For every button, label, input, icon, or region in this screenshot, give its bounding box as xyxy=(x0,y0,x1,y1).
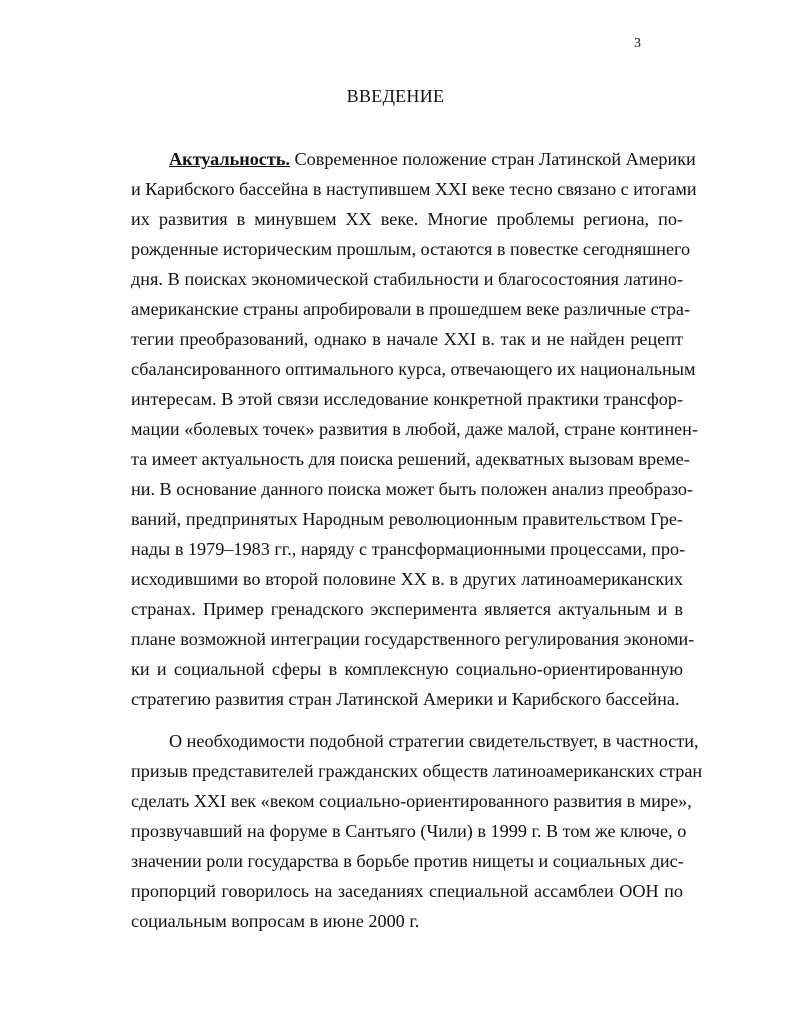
text-line: их развития в минувшем XX веке. Многие проблемы региона, по- xyxy=(131,209,683,229)
text-line: интересам. В этой связи исследование конкретной практики трансфор- xyxy=(131,389,683,409)
text-line: О необходимости подобной стратегии свидетельствует, в частности, xyxy=(169,731,699,751)
document-body xyxy=(131,144,703,936)
text-line: призыв представителей гражданских обществ латиноамериканских стран xyxy=(131,761,703,781)
text-line: значении роли государства в борьбе против нищеты и социальных дис- xyxy=(131,851,684,871)
text-line: сделать XXI век «веком социально-ориентированного развития в мире», xyxy=(131,791,692,811)
text-line: рожденные историческим прошлым, остаются в повестке сегодняшнего xyxy=(131,239,691,259)
text-line xyxy=(131,144,696,174)
text-line: ки и социальной сферы в комплексную социально-ориентированную xyxy=(131,659,683,679)
text-line: ваний, предпринятых Народным революционным правительством Гре- xyxy=(131,509,683,529)
paragraph-gap xyxy=(131,714,683,726)
text-line-content: Современное положение стран Латинской Америки xyxy=(294,149,696,169)
text-line: американские страны апробировали в прошедшем веке различные стра- xyxy=(131,299,691,319)
page-title: ВВЕДЕНИЕ xyxy=(346,86,445,106)
text-line: плане возможной интеграции государственного регулирования экономи- xyxy=(131,629,695,649)
text-line: дня. В поисках экономической стабильности и благосостояния латино- xyxy=(131,269,683,289)
text-line: сбалансированного оптимального курса, отвечающего их национальным xyxy=(131,359,696,379)
text-line: нады в 1979–1983 гг., наряду с трансформационными процессами, про- xyxy=(131,539,686,559)
text-line: ни. В основание данного поиска может быть положен анализ преобразо- xyxy=(131,479,694,499)
text-line: прозвучавший на форуме в Сантьяго (Чили) в 1999 г. В том же ключе, о xyxy=(131,821,687,841)
text-line: пропорций говорилось на заседаниях специальной ассамблеи ООН по xyxy=(131,881,683,901)
text-line: мации «болевых точек» развития в любой, даже малой, стране континен- xyxy=(131,419,698,439)
text-line: и Карибского бассейна в наступившем XXI веке тесно связано с итогами xyxy=(131,179,697,199)
section-term: Актуальность. xyxy=(169,149,290,169)
text-line: тегии преобразований, однако в начале XXI в. так и не найден рецепт xyxy=(131,329,683,349)
text-line: исходившими во второй половине XX в. в других латиноамериканских xyxy=(131,569,683,589)
text-line: социальным вопросам в июне 2000 г. xyxy=(131,911,420,931)
text-line: странах. Пример гренадского эксперимента является актуальным и в xyxy=(131,599,683,619)
text-line: та имеет актуальность для поиска решений, адекватных вызовам време- xyxy=(131,449,690,469)
paragraph-relevance xyxy=(131,144,698,714)
page-number: 3 xyxy=(634,36,641,51)
paragraph-strategy xyxy=(131,726,703,936)
text-line: стратегию развития стран Латинской Америки и Карибского бассейна. xyxy=(131,689,680,709)
